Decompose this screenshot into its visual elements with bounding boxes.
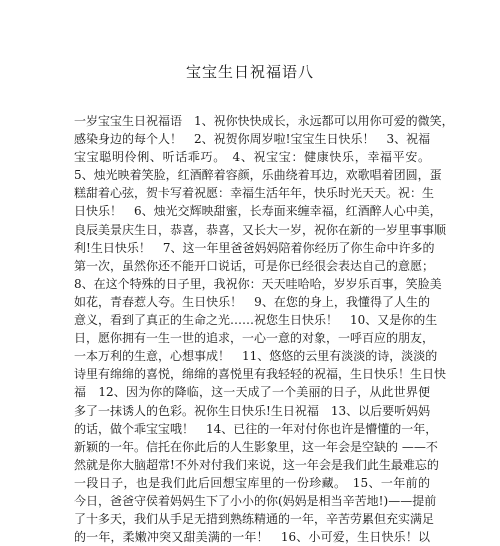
body-line: 然就是你大脑超常!不外对付我们来说，这一年会是我们此生最难忘的 xyxy=(74,457,439,472)
body-line: 第一次，虽然你还不能开口说话，可是你已经很会表达自己的意愿； xyxy=(74,258,435,273)
body-line: 的一年，柔嫩冲突又甜美满的一年！ 16、小可爱，生日快乐！以 xyxy=(74,530,430,545)
body-line: 今日，爸爸守侯着妈妈生下了小小的你(妈妈是相当辛苦地!)——提前 xyxy=(74,493,437,508)
body-line: 的话，做个乖宝宝哦！ 14、已往的一年对付你也许是懵懂的一年， xyxy=(74,421,438,436)
body-line: 良辰美景庆生日，恭喜，恭喜，又长大一岁，祝你在新的一岁里事事顺 xyxy=(74,222,447,237)
body-line: 日，愿你拥有一生一世的追求，一心一意的对象，一呼百应的朋友， xyxy=(74,331,435,346)
body-line: 新颖的一年。信托在你此后的人生影象里，这一年会是空缺的 ——不 xyxy=(74,439,438,454)
body-line: 了十多天，我们从手足无措到熟练精通的一年，辛苦劳累但充实满足 xyxy=(74,512,435,527)
body-line: 诗里有绵绵的喜悦，绵绵的喜悦里有我轻轻的祝福，生日快乐！生日快 xyxy=(74,367,447,382)
body-line: 宝宝聪明伶俐、听话乖巧。 4、祝宝宝：健康快乐，幸福平安。 xyxy=(74,150,430,165)
body-line: 感染身边的每个人！ 2、祝贺你周岁啦!宝宝生日快乐！ 3、祝福 xyxy=(74,132,431,147)
body-line: 8、在这个特殊的日子里，我祝你：天天哇哈哈，岁岁乐百事，笑脸美 xyxy=(74,276,442,291)
document-body xyxy=(74,112,454,546)
body-line: 如花，青春惹人夸。生日快乐！ 9、在您的身上，我懂得了人生的 xyxy=(74,294,430,309)
document-title: 宝宝生日祝福语八 xyxy=(185,63,314,81)
body-line: 一本万利的生意，心想事成！ 11、悠悠的云里有淡淡的诗，淡淡的 xyxy=(74,349,438,364)
body-line: 糕甜着心弦，贺卡写着祝愿：幸福生活年年，快乐时光天天。祝：生 xyxy=(74,186,435,201)
body-line: 利!生日快乐！ 7、这一年里爸爸妈妈陪着你经历了你生命中许多的 xyxy=(74,240,435,255)
body-line: 5、烛光映着笑脸，红酒醉着容颜，乐曲绕着耳边，欢歌唱着团圆，蛋 xyxy=(74,168,442,183)
body-line: 福 12、因为你的降临，这一天成了一个美丽的日子，从此世界便 xyxy=(74,385,430,400)
body-line: 日快乐！ 6、烛光交辉映甜蜜，长寿面来缠幸福，红酒醉人心中美， xyxy=(74,204,442,219)
body-line: 多了一抹诱人的色彩。祝你生日快乐!生日祝福 13、以后要听妈妈 xyxy=(74,403,431,418)
body-line: 一段日子，也是我们此后回想宝库里的一份珍藏。 15、一年前的 xyxy=(74,475,430,490)
body-line: 一岁宝宝生日祝福语 1、祝你快快成长，永远都可以用你可爱的微笑， xyxy=(74,114,454,128)
body-line: 意义，看到了真正的生命之光……祝您生日快乐！ 10、又是你的生 xyxy=(74,313,438,328)
